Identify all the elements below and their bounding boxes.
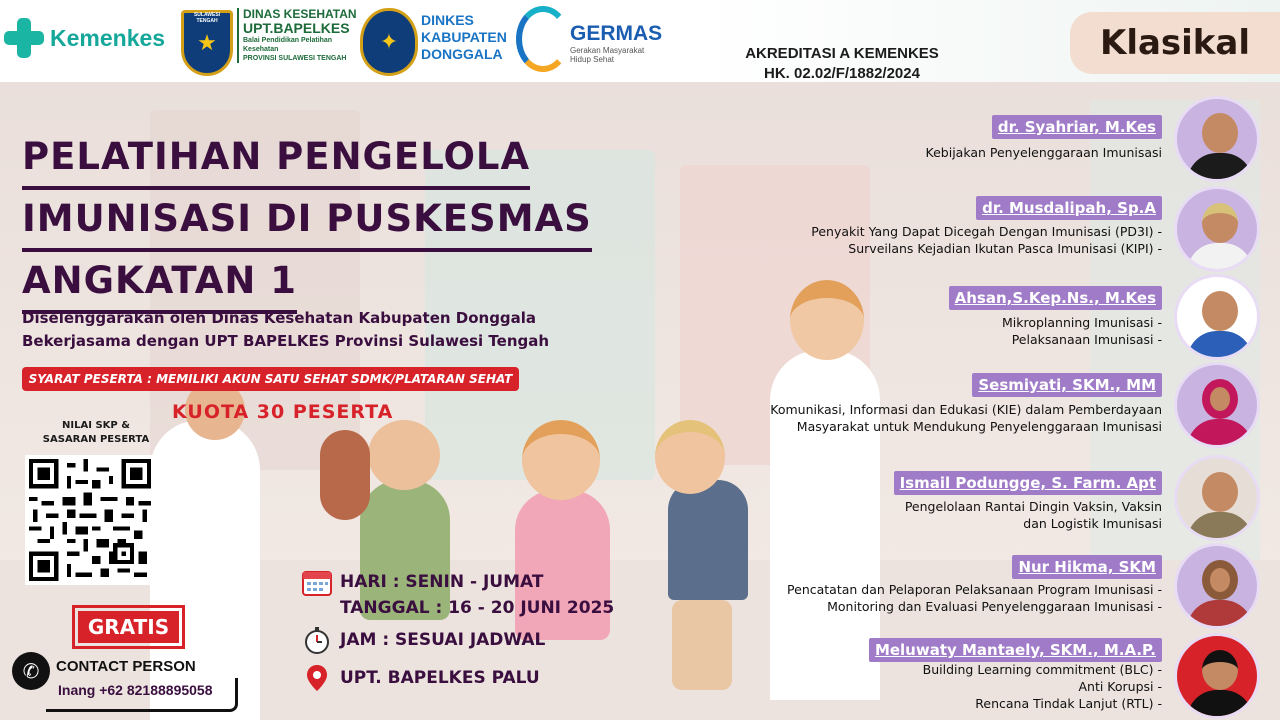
speaker-4-topic-2: Masyarakat untuk Mendukung Penyelenggaraan Imunisasi [796,419,1162,434]
speaker-6-topic-2: Monitoring dan Evaluasi Penyelenggaraan Imunisasi - [827,599,1162,614]
calendar-icon [302,568,332,596]
germas-logo [512,4,662,76]
schedule-jam [302,626,545,654]
speaker-3-avatar [1174,274,1260,360]
organizer-text [22,307,549,353]
speaker-6-topic-1: Pencatatan dan Pelaporan Pelaksanaan Program Imunisasi - [787,582,1162,597]
speaker-7-avatar [1174,633,1260,719]
kemenkes-cross-icon [4,18,44,58]
speaker-5-topic-1: Pengelolaan Rantai Dingin Vaksin, Vaksin [904,499,1162,514]
speaker-7-topic-1: Building Learning commitment (BLC) - [922,662,1162,677]
qr-label-line2: SASARAN PESERTA [42,434,150,445]
speaker-2-topic-1: Penyakit Yang Dapat Dicegah Dengan Imunisasi (PD3I) - [811,224,1162,239]
speaker-5-name: Ismail Podungge, S. Farm. Apt [894,471,1162,495]
dinas-line1: DINAS KESEHATAN [243,7,357,21]
speaker-1-topic-1: Kebijakan Penyelenggaraan Imunisasi [925,145,1162,160]
speaker-1-name: dr. Syahriar, M.Kes [992,115,1162,139]
tempat-text: UPT. BAPELKES PALU [340,668,540,688]
donggala-emblem-icon: ✦ [360,8,418,76]
contact-title: CONTACT PERSON [56,658,196,675]
speaker-2-topic-2: Surveilans Kejadian Ikutan Pasca Imunisasi (KIPI) - [848,241,1162,256]
akreditasi-line2: HK. 02.02/F/1882/2024 [764,65,920,82]
speaker-2-topics [811,223,1162,257]
dinkes-donggala-logo [421,12,507,63]
kuota-text: KUOTA 30 PESERTA [172,401,394,423]
speaker-5-avatar [1174,455,1260,541]
dinkes-line3: DONGGALA [421,46,503,62]
gratis-badge [72,605,185,649]
speaker-7-topics [923,661,1162,712]
schedule-hari [302,568,543,596]
akreditasi-text [712,44,972,84]
speaker-4-name: Sesmiyati, SKM., MM [972,373,1162,397]
dinas-kesehatan-logo [237,8,357,63]
gratis-label: GRATIS [78,611,179,643]
speaker-6-avatar [1174,543,1260,629]
speaker-4-topic-1: Komunikasi, Informasi dan Edukasi (KIE) dalam Pemberdayaan [770,402,1162,417]
contact-number[interactable]: Inang +62 82188895058 [46,678,238,712]
dinas-line3: Balai Pendidikan Pelatihan Kesehatan [243,37,333,53]
speaker-3-name: Ahsan,S.Kep.Ns., M.Kes [949,286,1162,310]
sulteng-emblem-icon: ★ SULAWESI TENGAH [181,10,233,76]
germas-sub2: Hidup Sehat [570,55,615,64]
germas-sub1: Gerakan Masyarakat [570,46,645,55]
speaker-3-topic-2: Pelaksanaan Imunisasi - [1011,332,1162,347]
speaker-5-topic-2: dan Logistik Imunisasi [1023,516,1162,531]
speaker-1-topics [926,144,1162,161]
title-line1: PELATIHAN PENGELOLA [22,128,530,190]
klasikal-badge: Klasikal [1070,12,1280,74]
germas-word: GERMAS [570,22,663,45]
qr-label [26,419,166,447]
speaker-3-topics [1002,314,1162,348]
speaker-6-topics [787,581,1162,615]
phone-icon: ✆ [12,652,50,690]
qr-code[interactable] [25,455,155,585]
speaker-7-topic-3: Rencana Tindak Lanjut (RTL) - [975,696,1162,711]
speaker-1-avatar [1174,96,1260,182]
speaker-6-name: Nur Hikma, SKM [1012,555,1162,579]
speaker-7-name: Meluwaty Mantaely, SKM., M.A.P. [869,638,1162,662]
title-line2: IMUNISASI DI PUSKESMAS [22,190,592,252]
subtitle-line2: Bekerjasama dengan UPT BAPELKES Provinsi Sulawesi Tengah [22,332,550,350]
stopwatch-icon [302,626,332,654]
dinkes-line1: DINKES [421,12,474,28]
qr-label-line1: NILAI SKP & [62,420,130,431]
speaker-2-avatar [1174,186,1260,272]
kemenkes-logo [4,18,165,58]
germas-swirl-icon [516,6,570,72]
speaker-7-topic-2: Anti Korupsi - [1078,679,1162,694]
speaker-4-avatar [1174,362,1260,448]
speaker-5-topics [905,498,1162,532]
speaker-3-topic-1: Mikroplanning Imunisasi - [1001,315,1162,330]
speaker-2-name: dr. Musdalipah, Sp.A [976,196,1162,220]
jam-text: JAM : SESUAI JADWAL [340,630,546,650]
dinas-line4: PROVINSI SULAWESI TENGAH [243,55,347,62]
schedule-tanggal [340,598,614,618]
tanggal-text: TANGGAL : 16 - 20 JUNI 2025 [340,598,615,618]
page-title [22,128,592,314]
location-pin-icon [302,664,332,692]
akreditasi-line1: AKREDITASI A KEMENKES [745,45,939,62]
schedule-tempat [302,664,540,692]
dinas-line2: UPT.BAPELKES [243,20,350,36]
hari-text: HARI : SENIN - JUMAT [340,572,544,592]
subtitle-line1: Diselenggarakan oleh Dinas Kesehatan Kabupaten Donggala [22,309,537,327]
emblem-label: SULAWESI TENGAH [193,12,221,24]
syarat-peserta-banner: SYARAT PESERTA : MEMILIKI AKUN SATU SEHAT SDMK/PLATARAN SEHAT [22,367,519,391]
dinkes-line2: KABUPATEN [421,29,507,45]
speaker-4-topics [770,401,1162,435]
title-line3: ANGKATAN 1 [22,252,297,314]
kemenkes-wordmark: Kemenkes [50,24,166,51]
